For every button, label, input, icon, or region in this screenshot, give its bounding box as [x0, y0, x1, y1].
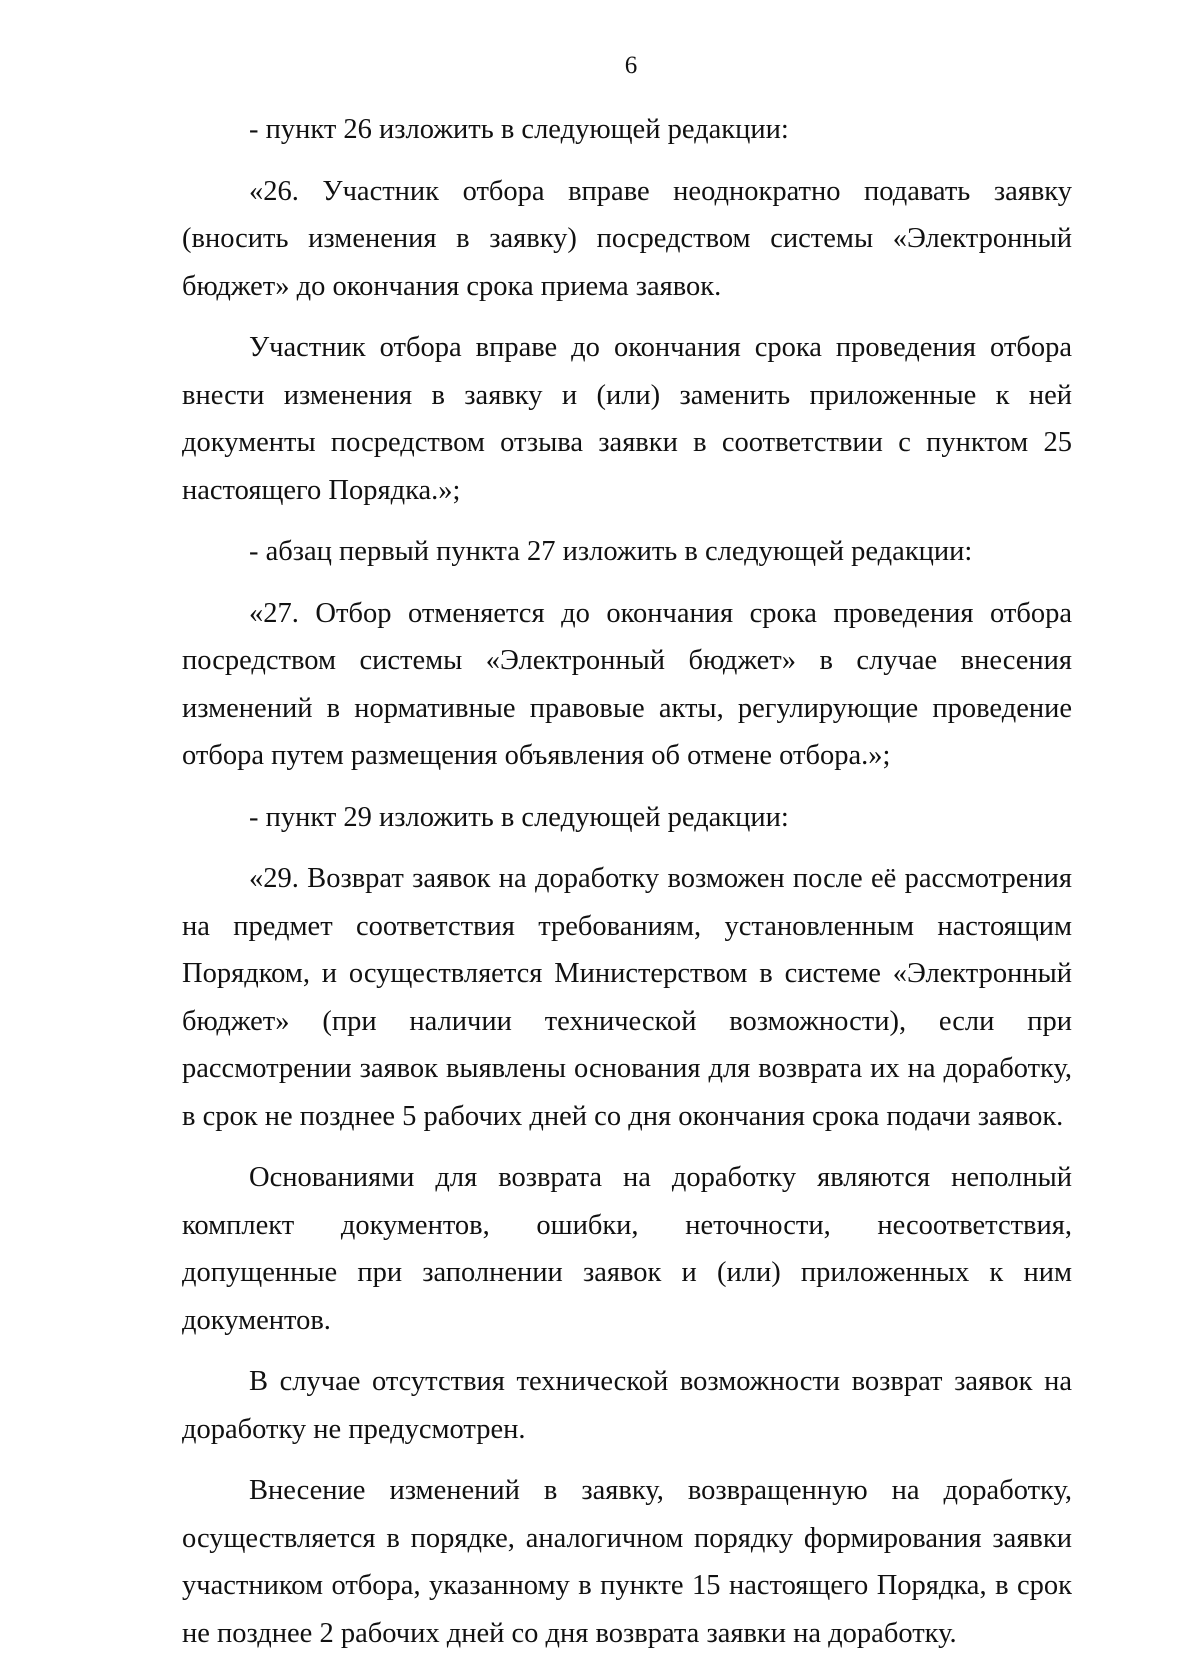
page-number: 6: [624, 52, 638, 79]
paragraph-item-29-text: «29. Возврат заявок на доработку возможен после её рассмотрения на предмет соответствия требованиям, установленным настоящим Порядком, и осуществляется Министерством в системе «Электронный бюджет» (при наличии технической возможности), если при рассмотрении заявок выявлены основания для возврата их на доработку, в срок не позднее 5 рабочих дней со дня окончания срока подачи заявок.: [182, 863, 1072, 1132]
paragraph-amend-item-27: - абзац первый пункта 27 изложить в следующей редакции:: [249, 536, 973, 567]
paragraph-return-grounds: Основаниями для возврата на доработку являются неполный комплект документов, ошибки, неточности, несоответствия, допущенные при заполнении заявок и (или) приложенных к ним документов.: [182, 1162, 1072, 1336]
paragraph-item-26-text: «26. Участник отбора вправе неоднократно подавать заявку (вносить изменения в заявку) посредством системы «Электронный бюджет» до окончания срока приема заявок.: [182, 175, 1072, 302]
paragraph-amendments-procedure: Внесение изменений в заявку, возвращенную на доработку, осуществляется в порядке, аналогичном порядку формирования заявки участником отбора, указанному в пункте 15 настоящего Порядка, в срок не позднее 2 рабочих дней со дня возврата заявки на доработку.: [182, 1475, 1072, 1649]
paragraph-item-27-text: «27. Отбор отменяется до окончания срока проведения отбора посредством системы «Электронный бюджет» в случае внесения изменений в нормативные правовые акты, регулирующие проведение отбора путем размещения объявления об отмене отбора.»;: [182, 597, 1072, 771]
paragraph-item-26-second: Участник отбора вправе до окончания срока проведения отбора внести изменения в заявку и (или) заменить приложенные к ней документы посредством отзыва заявки в соответствии с пунктом 25 настоящего Порядка.»;: [182, 332, 1072, 506]
paragraph-amend-item-26: - пункт 26 изложить в следующей редакции:: [249, 114, 789, 145]
document-body: [182, 106, 1072, 1657]
paragraph-amend-item-29: - пункт 29 изложить в следующей редакции:: [249, 801, 789, 833]
paragraph-no-technical-possibility: В случае отсутствия технической возможности возврат заявок на доработку не предусмотрен.: [182, 1366, 1072, 1445]
